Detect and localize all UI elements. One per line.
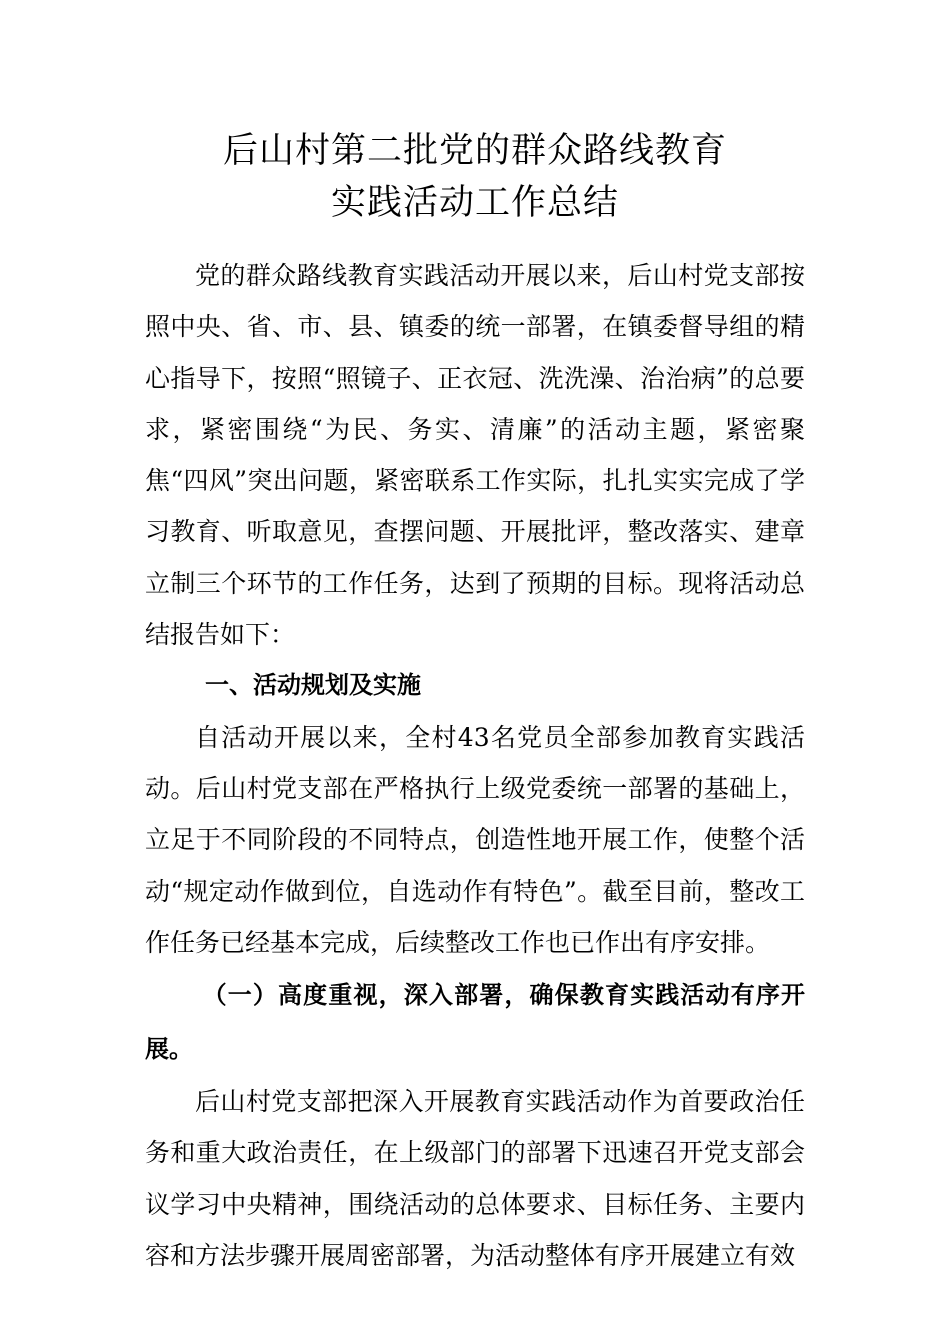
document-title-line-1: 后山村第二批党的群众路线教育 [222,131,727,171]
document-body [145,250,805,1281]
intro-paragraph: 党的群众路线教育实践活动开展以来，后山村党支部按照中央、省、市、县、镇委的统一部署，在镇委督导组的精心指导下，按照“照镜子、正衣冠、洗洗澡、治治病”的总要求，紧密围绕“为民、务实、清廉”的活动主题，紧密聚焦“四风”突出问题，紧密联系工作实际，扎扎实实完成了学习教育、听取意见，查摆问题、开展批评，整改落实、建章立制三个环节的工作任务，达到了预期的目标。现将活动总结报告如下： [145,261,805,650]
subsection-heading-1: （一）高度重视，深入部署，确保教育实践活动有序开展。 [145,981,805,1064]
subsection-1-paragraph: 后山村党支部把深入开展教育实践活动作为首要政治任务和重大政治责任，在上级部门的部署下迅速召开党支部会议学习中央精神，围绕活动的总体要求、目标任务、主要内容和方法步骤开展周密部署，为活动整体有序开展建立有效 [145,1087,805,1271]
section-heading-1: 一、活动规划及实施 [205,671,421,700]
document-title-line-2: 实践活动工作总结 [330,183,619,223]
section-1-paragraph: 自活动开展以来，全村43名党员全部参加教育实践活动。后山村党支部在严格执行上级党委统一部署的基础上，立足于不同阶段的不同特点，创造性地开展工作，使整个活动“规定动作做到位，自选动作有特色”。截至目前，整改工作任务已经基本完成，后续整改工作也已作出有序安排。 [145,722,805,957]
